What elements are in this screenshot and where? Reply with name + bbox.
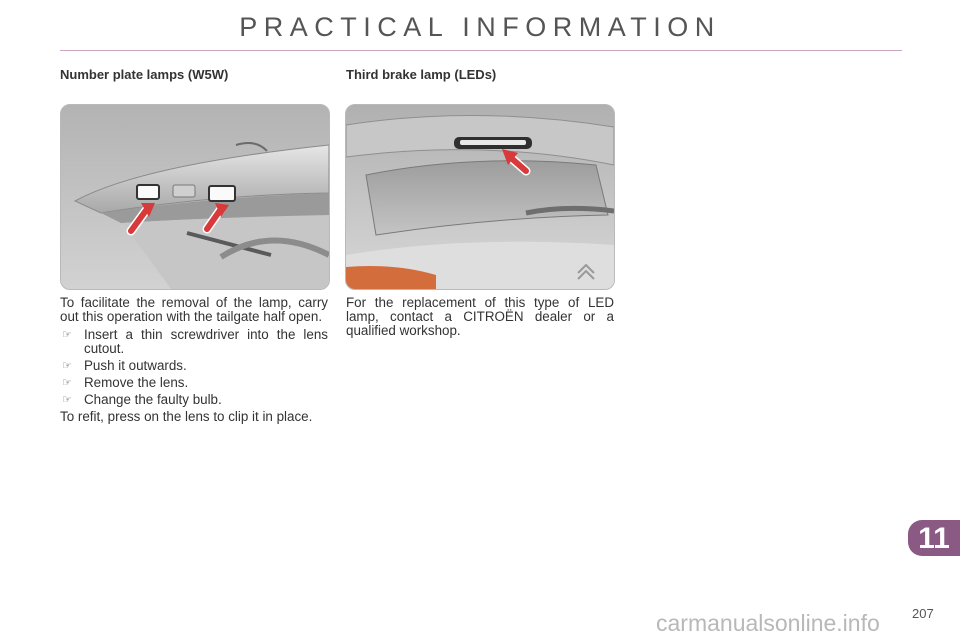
outro-paragraph: To refit, press on the lens to clip it in place. [60, 409, 313, 424]
number-plate-lamps-illustration [60, 104, 330, 290]
steps-list [60, 328, 328, 407]
chapter-tab [908, 520, 960, 556]
step-text: Remove the lens. [84, 375, 189, 390]
list-item [60, 393, 328, 407]
intro-paragraph: To facilitate the removal of the lamp, carry out this operation with the tailgate half open. [60, 295, 328, 324]
step-text: Change the faulty bulb. [84, 392, 222, 407]
section-title-third-brake-lamp: Third brake lamp (LEDs) [346, 67, 497, 82]
number-plate-lamps-text [60, 296, 328, 428]
third-brake-lamp-illustration [345, 104, 615, 290]
list-item [60, 328, 328, 356]
pointing-hand-icon: ☞ [62, 328, 72, 341]
led-lamp-paragraph: For the replacement of this type of LED lamp, contact a CITROËN dealer or a qualified workshop. [346, 295, 614, 338]
third-brake-lamp-text [346, 296, 614, 342]
list-item [60, 359, 328, 373]
page-title: PRACTICAL INFORMATION [239, 12, 721, 42]
chapter-number: 11 [918, 522, 950, 555]
section-title-number-plate-lamps: Number plate lamps (W5W) [60, 67, 229, 82]
header-divider [60, 50, 902, 51]
pointing-hand-icon: ☞ [62, 376, 72, 389]
step-text: Insert a thin screwdriver into the lens cutout. [84, 327, 328, 356]
list-item [60, 376, 328, 390]
step-text: Push it outwards. [84, 358, 187, 373]
pointing-hand-icon: ☞ [62, 393, 72, 406]
pointing-hand-icon: ☞ [62, 359, 72, 372]
watermark: carmanualsonline.info [656, 610, 880, 636]
page-number: 207 [912, 606, 934, 621]
